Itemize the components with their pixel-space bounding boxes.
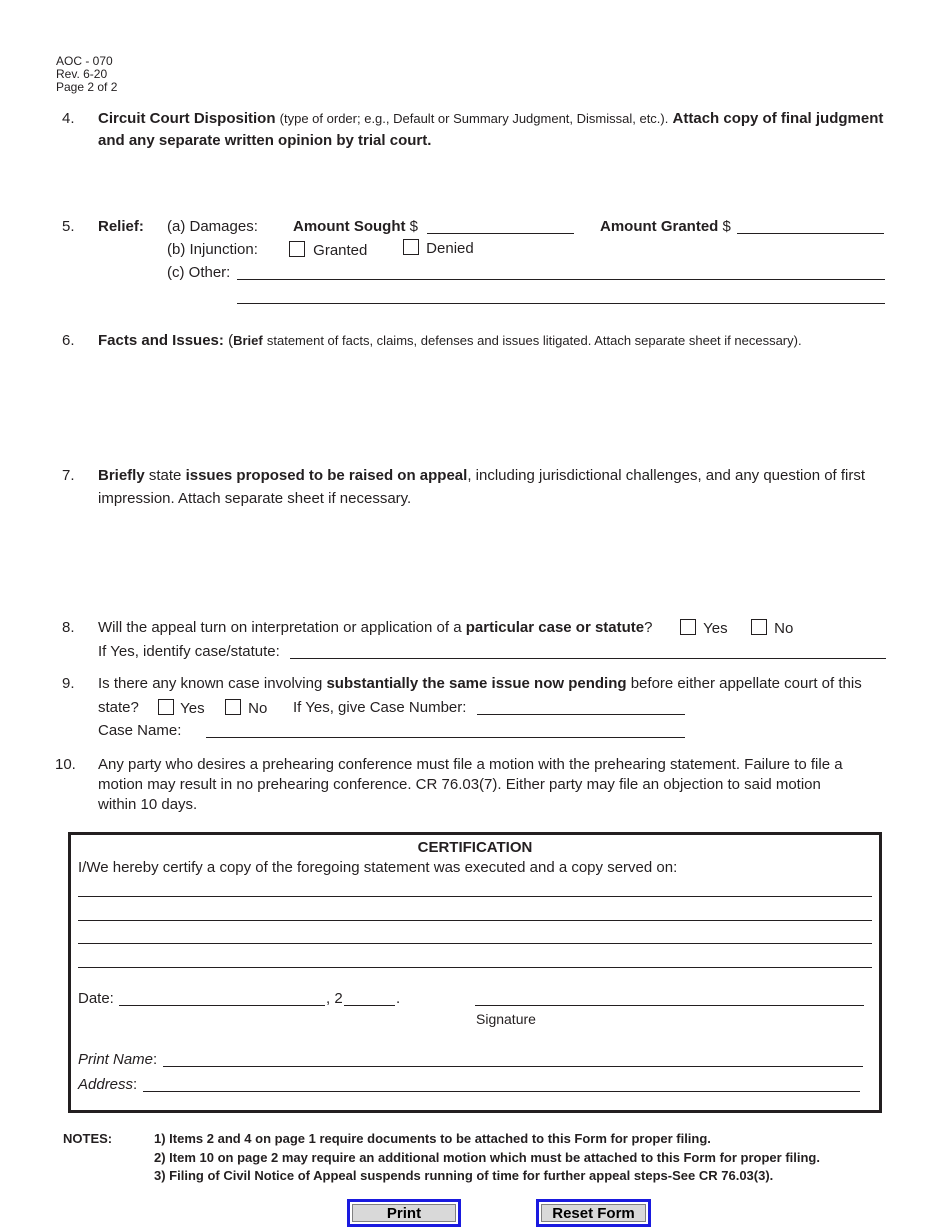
item-8-yes-checkbox[interactable]	[680, 619, 696, 635]
item-9-yes-option[interactable]: Yes	[158, 699, 205, 717]
address-label: Address:	[78, 1076, 138, 1093]
note-2: 2) Item 10 on page 2 may require an additional motion which must be attached to this Form for proper filing.	[154, 1150, 820, 1165]
item-7-line-1: Briefly state issues proposed to be raised on appeal, including jurisdictional challenges, and any question of first	[98, 467, 866, 484]
injunction-granted-checkbox[interactable]	[289, 241, 305, 257]
item-8-no-checkbox[interactable]	[751, 619, 767, 635]
form-id: AOC - 070	[56, 54, 113, 68]
injunction-denied-option[interactable]: Denied	[403, 239, 474, 257]
amount-sought-label: Amount Sought $	[293, 218, 418, 235]
item-4-paren: (type of order; e.g., Default or Summary Judgment, Dismissal, etc.).	[279, 111, 669, 126]
damages-label: (a) Damages:	[167, 218, 258, 235]
item-7-number: 7.	[62, 467, 75, 484]
served-on-field-4[interactable]	[78, 967, 872, 968]
amount-granted-field[interactable]	[737, 233, 884, 234]
served-on-field-3[interactable]	[78, 943, 872, 944]
item-6-number: 6.	[62, 332, 75, 349]
item-9-number: 9.	[62, 675, 75, 692]
item-9-state-label: state?	[98, 699, 139, 716]
address-field[interactable]	[143, 1091, 860, 1092]
item-8-number: 8.	[62, 619, 75, 636]
amount-sought-field[interactable]	[427, 233, 574, 234]
item-10-line-2: motion may result in no prehearing conference. CR 76.03(7). Either party may file an objection to said motion	[98, 776, 821, 793]
item-4-title: Circuit Court Disposition	[98, 110, 276, 127]
signature-label: Signature	[476, 1011, 536, 1027]
item-5-title: Relief:	[98, 218, 144, 235]
date-period: .	[396, 990, 401, 1007]
print-name-field[interactable]	[163, 1066, 863, 1067]
page-number: Page 2 of 2	[56, 80, 118, 94]
other-relief-field-2[interactable]	[237, 303, 885, 304]
served-on-field-2[interactable]	[78, 920, 872, 921]
print-name-label: Print Name:	[78, 1051, 158, 1068]
other-relief-field-1[interactable]	[237, 279, 885, 280]
case-statute-label: If Yes, identify case/statute:	[98, 643, 280, 660]
note-1: 1) Items 2 and 4 on page 1 require documents to be attached to this Form for proper filing.	[154, 1131, 711, 1146]
notes-label: NOTES:	[63, 1131, 113, 1146]
other-relief-label: (c) Other:	[167, 264, 231, 281]
item-4-line-1	[98, 110, 883, 127]
case-number-field[interactable]	[477, 714, 685, 715]
injunction-label: (b) Injunction:	[167, 241, 258, 258]
item-7-line-2: impression. Attach separate sheet if necessary.	[98, 490, 412, 507]
item-10-line-1: Any party who desires a prehearing conference must file a motion with the prehearing statement. Failure to file a	[98, 756, 843, 773]
injunction-denied-checkbox[interactable]	[403, 239, 419, 255]
date-year-prefix: , 2	[326, 990, 343, 1007]
note-3: 3) Filing of Civil Notice of Appeal suspends running of time for further appeal steps-See CR 76.03(3).	[154, 1168, 774, 1183]
form-revision: Rev. 6-20	[56, 67, 108, 81]
certification-statement: I/We hereby certify a copy of the foregoing statement was executed and a copy served on:	[78, 859, 678, 876]
item-10-number: 10.	[55, 756, 76, 773]
item-6-title: Facts and Issues:	[98, 332, 224, 349]
date-field[interactable]	[119, 1005, 325, 1006]
item-9-no-checkbox[interactable]	[225, 699, 241, 715]
item-8-yes-option[interactable]: Yes	[680, 619, 728, 637]
date-label: Date:	[78, 990, 114, 1007]
item-9-line-1: Is there any known case involving substantially the same issue now pending before either appellate court of this	[98, 675, 862, 692]
case-name-field[interactable]	[206, 737, 685, 738]
item-4-number: 4.	[62, 110, 75, 127]
item-4-attach: Attach copy of final judgment	[672, 110, 884, 127]
case-number-label: If Yes, give Case Number:	[293, 699, 467, 716]
case-statute-field[interactable]	[290, 658, 886, 659]
date-year-field[interactable]	[344, 1005, 395, 1006]
item-8-no-option[interactable]: No	[751, 619, 793, 637]
certification-title: CERTIFICATION	[417, 839, 533, 856]
served-on-field-1[interactable]	[78, 896, 872, 897]
injunction-granted-option[interactable]: Granted	[289, 241, 367, 259]
item-4-line-2: and any separate written opinion by trial court.	[98, 132, 432, 149]
print-button[interactable]: Print	[347, 1199, 461, 1227]
signature-field[interactable]	[475, 1005, 864, 1006]
reset-form-button[interactable]: Reset Form	[536, 1199, 651, 1227]
item-6-text: Facts and Issues: (Brief statement of facts, claims, defenses and issues litigated. Attach separate sheet if necessary).	[98, 332, 802, 349]
item-5-number: 5.	[62, 218, 75, 235]
item-8-line-1: Will the appeal turn on interpretation or application of a particular case or statute?	[98, 619, 653, 636]
item-9-no-option[interactable]: No	[225, 699, 267, 717]
item-10-line-3: within 10 days.	[98, 796, 198, 813]
amount-granted-label: Amount Granted $	[600, 218, 731, 235]
case-name-label: Case Name:	[98, 722, 182, 739]
item-9-yes-checkbox[interactable]	[158, 699, 174, 715]
